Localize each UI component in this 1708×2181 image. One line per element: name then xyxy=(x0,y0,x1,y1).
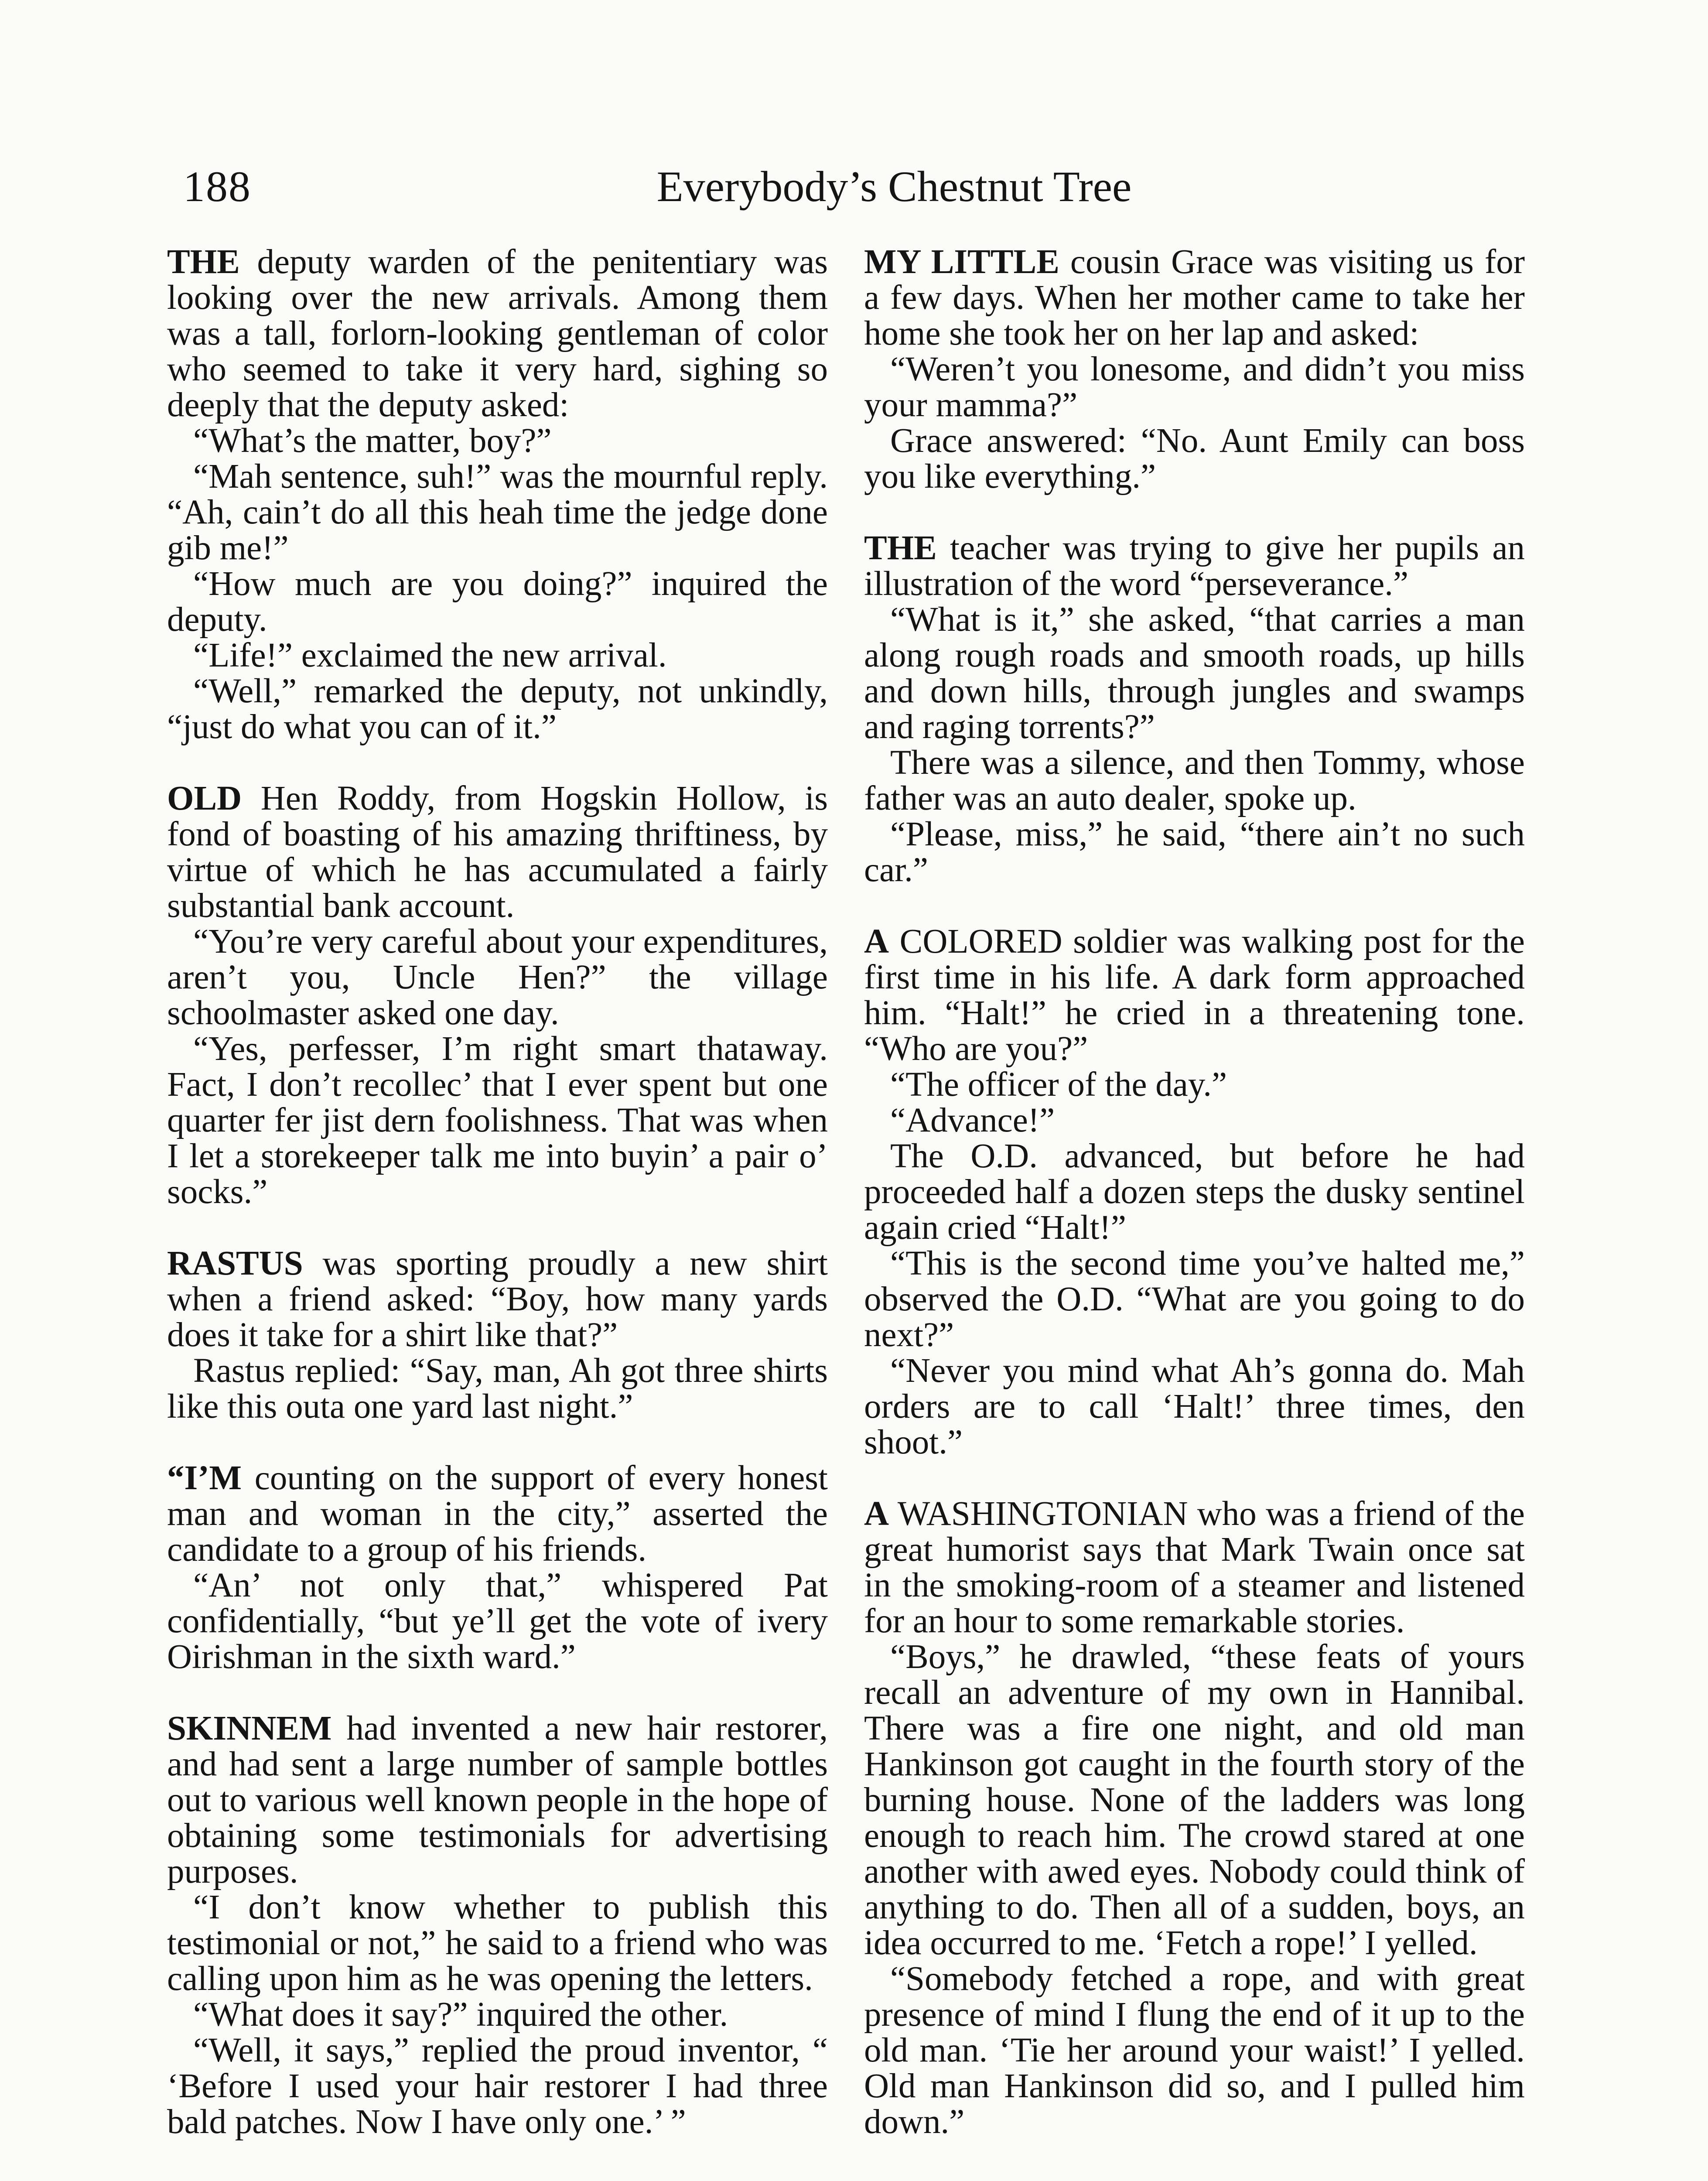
story-paragraph xyxy=(167,1890,828,1997)
story-text: “Yes, perfesser, I’m right smart thataway. Fact, I don’t recollec’ that I ever spent but one quarter fer jist dern foolishness. That was when I let a storekeeper talk me into buyin’ a pair o’ socks.” xyxy=(167,1030,828,1211)
story-paragraph xyxy=(864,244,1525,352)
story-paragraph xyxy=(864,1103,1525,1138)
story-paragraph xyxy=(864,1639,1525,1961)
story-lead-word: A xyxy=(864,923,889,961)
running-title: Everybody’s Chestnut Tree xyxy=(656,162,1132,211)
story xyxy=(864,924,1525,1460)
page-number: 188 xyxy=(183,162,251,211)
story-paragraph xyxy=(864,1496,1525,1639)
story-text: “You’re very careful about your expenditures, aren’t you, Uncle Hen?” the village schoolmaster asked one day. xyxy=(167,923,828,1032)
story-paragraph xyxy=(167,1353,828,1425)
story-text: deputy warden of the penitentiary was looking over the new arrivals. Among them was a tall, forlorn-looking gentleman of color who seemed to take it very hard, sighing so deeply that the deputy asked: xyxy=(167,243,828,424)
story-paragraph xyxy=(167,1246,828,1353)
story xyxy=(864,1496,1525,2140)
story-text: “Never you mind what Ah’s gonna do. Mah orders are to call ‘Halt!’ three times, den shoot.” xyxy=(864,1352,1525,1461)
story-paragraph xyxy=(864,924,1525,1067)
story-lead-word: MY LITTLE xyxy=(864,243,1059,281)
story-text: “How much are you doing?” inquired the deputy. xyxy=(167,565,828,639)
story-paragraph xyxy=(167,459,828,566)
story-text: “What’s the matter, boy?” xyxy=(193,422,552,460)
story-text: “An’ not only that,” whispered Pat confidentially, “but ye’ll get the vote of ivery Oirishman in the sixth ward.” xyxy=(167,1566,828,1676)
story-text: counting on the support of every honest man and woman in the city,” asserted the candidate to a group of his friends. xyxy=(167,1459,828,1569)
story-paragraph xyxy=(864,1138,1525,1246)
story xyxy=(167,244,828,745)
story xyxy=(864,530,1525,888)
story-paragraph xyxy=(864,1246,1525,1353)
story-paragraph xyxy=(864,352,1525,423)
story-text: Hen Roddy, from Hogskin Hollow, is fond of boasting of his amazing thriftiness, by virtue of which he has accumulated a fairly substantial bank account. xyxy=(167,779,828,925)
story xyxy=(864,244,1525,495)
story-text: had invented a new hair restorer, and had sent a large number of sample bottles out to various well known people in the hope of obtaining some testimonials for advertising purposes. xyxy=(167,1709,828,1890)
story-lead-word: THE xyxy=(167,243,240,281)
story-paragraph xyxy=(167,2033,828,2140)
story xyxy=(167,1460,828,1675)
story-text: “Weren’t you lonesome, and didn’t you miss your mamma?” xyxy=(864,350,1525,424)
story-paragraph xyxy=(864,1353,1525,1460)
story-lead-word: “I’M xyxy=(167,1459,242,1497)
story-paragraph xyxy=(167,1460,828,1568)
left-column xyxy=(167,244,828,2176)
story-text: “Advance!” xyxy=(890,1101,1055,1139)
story-paragraph xyxy=(167,638,828,673)
story-paragraph xyxy=(167,566,828,638)
story-lead-word: THE xyxy=(864,529,937,567)
story-paragraph xyxy=(864,1961,1525,2140)
story-lead-word: OLD xyxy=(167,779,242,817)
story-text: “I don’t know whether to publish this testimonial or not,” he said to a friend who was calling upon him as he was opening the letters. xyxy=(167,1888,828,1998)
story-paragraph xyxy=(167,1997,828,2033)
story-paragraph xyxy=(167,423,828,459)
story-text: “Please, miss,” he said, “there ain’t no such car.” xyxy=(864,815,1525,889)
story-paragraph xyxy=(167,781,828,924)
story-text: “Mah sentence, suh!” was the mournful reply. “Ah, cain’t do all this heah time the jedge done gib me!” xyxy=(167,458,828,567)
story xyxy=(167,781,828,1210)
story-paragraph xyxy=(864,423,1525,495)
story-lead-word: RASTUS xyxy=(167,1244,303,1282)
story-text: The O.D. advanced, but before he had proceeded half a dozen steps the dusky sentinel again cried “Halt!” xyxy=(864,1137,1525,1247)
story-paragraph xyxy=(167,1031,828,1210)
story-text: was sporting proudly a new shirt when a friend asked: “Boy, how many yards does it take for a shirt like that?” xyxy=(167,1244,828,1354)
story-text: “Well,” remarked the deputy, not unkindly, “just do what you can of it.” xyxy=(167,672,828,746)
story-text: Grace answered: “No. Aunt Emily can boss you like everything.” xyxy=(864,422,1525,496)
story-text: There was a silence, and then Tommy, whose father was an auto dealer, spoke up. xyxy=(864,744,1525,817)
story-paragraph xyxy=(167,244,828,423)
story-paragraph xyxy=(864,745,1525,817)
story-text: teacher was trying to give her pupils an illustration of the word “perseverance.” xyxy=(864,529,1525,603)
story-text: “Life!” exclaimed the new arrival. xyxy=(193,636,667,674)
story xyxy=(167,1711,828,2140)
right-column xyxy=(864,244,1525,2176)
story-paragraph xyxy=(864,817,1525,888)
story-text: cousin Grace was visiting us for a few days. When her mother came to take her home she took her on her lap and asked: xyxy=(864,243,1525,352)
story-paragraph xyxy=(864,602,1525,745)
story-text: “Somebody fetched a rope, and with great presence of mind I flung the end of it up to the old man. ‘Tie her around your waist!’ I yelled. Old man Hankinson did so, and I pulled him down.” xyxy=(864,1960,1525,2141)
story-text: “Boys,” he drawled, “these feats of yours recall an adventure of my own in Hannibal. There was a fire one night, and old man Hankinson got caught in the fourth story of the burning house. None of the ladders was long enough to reach him. The crowd stared at one another with awed eyes. Nobody could think of anything to do. Then all of a sudden, boys, an idea occurred to me. ‘Fetch a rope!’ I yelled. xyxy=(864,1638,1525,1962)
story-paragraph xyxy=(167,673,828,745)
story-text: WASHINGTONIAN who was a friend of the great humorist says that Mark Twain once sat in the smoking-room of a steamer and listened for an hour to some remarkable stories. xyxy=(864,1495,1525,1640)
story-text: “This is the second time you’ve halted me,” observed the O.D. “What are you going to do next?” xyxy=(864,1244,1525,1354)
story-lead-word: A xyxy=(864,1495,889,1533)
story-text: “What is it,” she asked, “that carries a man along rough roads and smooth roads, up hills and down hills, through jungles and swamps and raging torrents?” xyxy=(864,601,1525,746)
story-paragraph xyxy=(167,1568,828,1675)
story-paragraph xyxy=(864,530,1525,602)
story-lead-word: SKINNEM xyxy=(167,1709,332,1747)
story-text: “Well, it says,” replied the proud inventor, “ ‘Before I used your hair restorer I had three bald patches. Now I have only one.’ ” xyxy=(167,2031,828,2141)
story-text: COLORED soldier was walking post for the first time in his life. A dark form approached him. “Halt!” he cried in a threatening tone. “Who are you?” xyxy=(864,923,1525,1068)
story-paragraph xyxy=(167,924,828,1031)
story-text: “What does it say?” inquired the other. xyxy=(193,1996,728,2034)
story-paragraph xyxy=(864,1067,1525,1103)
story-paragraph xyxy=(167,1711,828,1890)
story-text: “The officer of the day.” xyxy=(890,1066,1227,1104)
story-text: Rastus replied: “Say, man, Ah got three shirts like this outa one yard last night.” xyxy=(167,1352,828,1426)
story xyxy=(167,1246,828,1425)
